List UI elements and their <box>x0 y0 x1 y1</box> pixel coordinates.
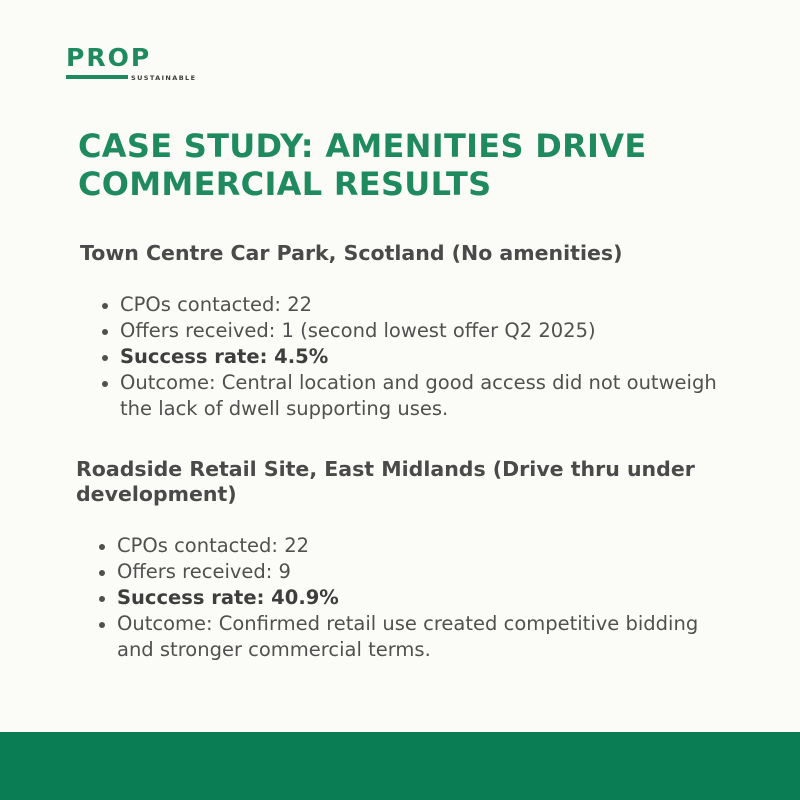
case-study-list-2 <box>97 533 717 663</box>
bullet-cpos-contacted: CPOs contacted: 22 <box>100 292 740 318</box>
case-study-heading-2: Roadside Retail Site, East Midlands (Drive thru under development) <box>76 457 695 506</box>
case-study-list-1 <box>100 292 740 422</box>
bullet-offers-received: Offers received: 1 (second lowest offer Q2 2025) <box>100 318 740 344</box>
bullet-outcome: Outcome: Confirmed retail use created competitive bidding and stronger commercial terms. <box>97 611 717 663</box>
bullet-success-rate: Success rate: 40.9% <box>97 585 717 611</box>
brand-tagline: SUSTAINABLE <box>131 74 197 82</box>
bullet-offers-received: Offers received: 9 <box>97 559 717 585</box>
bullet-success-rate: Success rate: 4.5% <box>100 344 740 370</box>
case-study-heading-1: Town Centre Car Park, Scotland (No amenities) <box>80 241 623 265</box>
bullet-outcome: Outcome: Central location and good access did not outweigh the lack of dwell supporting uses. <box>100 370 740 422</box>
brand-name: PROP <box>66 43 152 72</box>
brand-underline <box>66 75 128 79</box>
brand-logo <box>66 44 198 84</box>
footer-band <box>0 732 800 800</box>
page-title: CASE STUDY: AMENITIES DRIVE COMMERCIAL RESULTS <box>78 127 647 203</box>
bullet-cpos-contacted: CPOs contacted: 22 <box>97 533 717 559</box>
